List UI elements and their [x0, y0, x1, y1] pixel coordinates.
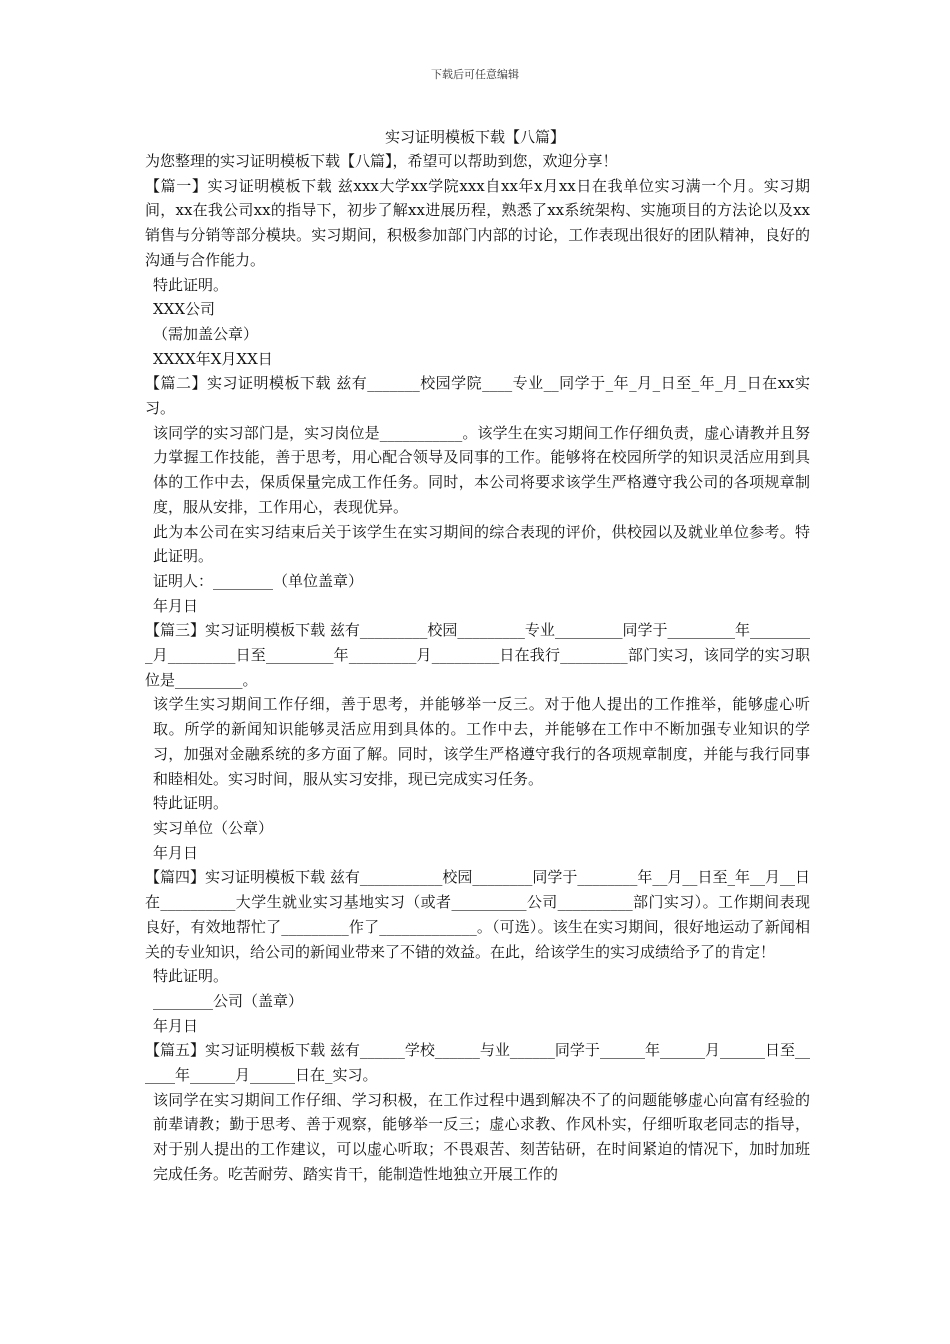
page-header-note: 下载后可任意编辑 — [431, 68, 519, 81]
paragraph: 【篇四】实习证明模板下载 兹有___________校园________同学于________年__月__日至_年__月__日在__________大学生就业实习基地实习（或者__________公司__________部门实习）。工作期间表现良好，有效地帮忙了_________作了_____________。（可选）。该生在实习期间，很好地运动了新闻相关的专业知识，给公司的新闻业带来了不错的效益。在此，给该学生的实习成绩给予了的肯定！ — [145, 868, 810, 961]
paragraph: 证明人：________（单位盖章） — [153, 571, 364, 590]
paragraph: 特此证明。 — [153, 794, 229, 813]
document-title: 实习证明模板下载【八篇】 — [384, 128, 565, 146]
paragraph: 【篇三】实习证明模板下载 兹有_________校园_________专业_________同学于_________年_________月_________日至_________年_________月_________日在我行_________部门实习，该同学的实习职位是_________。 — [145, 621, 810, 689]
paragraph: 特此证明。 — [153, 275, 229, 294]
paragraph: ________公司（盖章） — [153, 991, 304, 1010]
paragraph: 【篇五】实习证明模板下载 兹有______学校______与业______同学于______年______月______日至______年______月______日在_实习。 — [145, 1041, 810, 1085]
paragraph: 年月日 — [153, 1016, 199, 1035]
paragraph: XXXX年X月XX日 — [153, 349, 273, 368]
paragraph: 特此证明。 — [153, 967, 229, 986]
paragraph: 该同学的实习部门是，实习岗位是___________。该学生在实习期间工作仔细负责，虚心请教并且努力掌握工作技能，善于思考，用心配合领导及同事的工作。能够将在校园所学的知识灵活应用到具体的工作中去，保质保量完成工作任务。同时，本公司将要求该学生严格遵守我公司的各项规章制度，服从安排，工作用心，表现优异。 — [153, 423, 810, 516]
paragraph: 此为本公司在实习结束后关于该学生在实习期间的综合表现的评价，供校园以及就业单位参考。特此证明。 — [153, 522, 810, 566]
document-body — [145, 149, 810, 1187]
paragraph: 该学生实习期间工作仔细，善于思考，并能够举一反三。对于他人提出的工作推举，能够虚心听取。所学的新闻知识能够灵活应用到具体的。工作中去，并能够在工作中不断加强专业知识的学习，加强对金融系统的多方面了解。同时，该学生严格遵守我行的各项规章制度，并能与我行同事和睦相处。实习时间，服从实习安排，现已完成实习任务。 — [153, 695, 810, 788]
paragraph: 该同学在实习期间工作仔细、学习积极，在工作过程中遇到解决不了的问题能够虚心向富有经验的前辈请教；勤于思考、善于观察，能够举一反三；虚心求教、作风朴实，仔细听取老同志的指导，对于别人提出的工作建议，可以虚心听取；不畏艰苦、刻苦钻研，在时间紧迫的情况下，加时加班完成任务。吃苦耐劳、踏实肯干，能制造性地独立开展工作的 — [153, 1090, 810, 1183]
paragraph: XXX公司 — [153, 300, 216, 319]
paragraph: 实习单位（公章） — [153, 818, 274, 837]
paragraph: 【篇一】实习证明模板下载 兹xxx大学xx学院xxx自xx年x月xx日在我单位实习满一个月。实习期间，xx在我公司xx的指导下，初步了解xx进展历程，熟悉了xx系统架构、实施项目的方法论以及xx销售与分销等部分模块。实习期间，积极参加部门内部的讨论，工作表现出很好的团队精神，良好的沟通与合作能力。 — [145, 176, 810, 269]
paragraph: （需加盖公章） — [153, 324, 259, 343]
paragraph: 【篇二】实习证明模板下载 兹有_______校园学院____专业__同学于_年_月_日至_年_月_日在xx实习。 — [145, 374, 810, 418]
paragraph: 年月日 — [153, 596, 199, 615]
paragraph: 为您整理的实习证明模板下载【八篇】，希望可以帮助到您，欢迎分享！ — [145, 152, 618, 170]
paragraph: 年月日 — [153, 843, 199, 862]
